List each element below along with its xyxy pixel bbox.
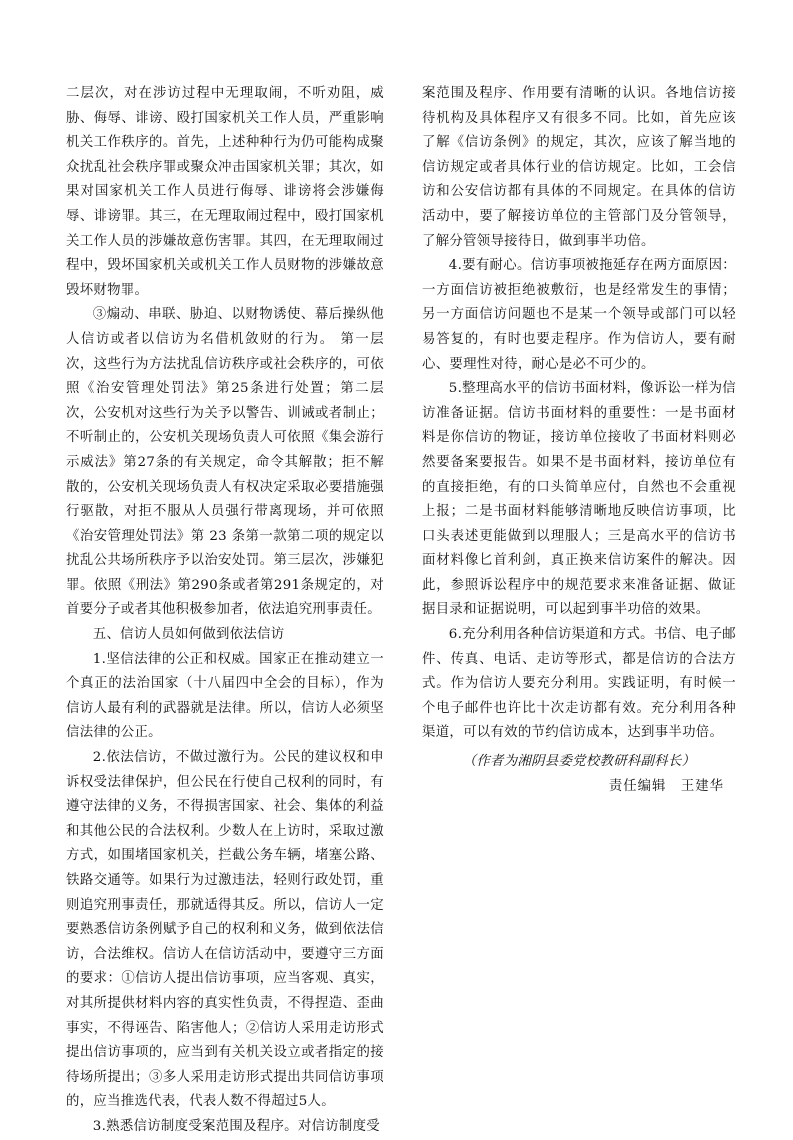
- paragraph: 3.熟悉信访制度受案范围及程序。对信访制度受: [92, 1118, 380, 1134]
- paragraph: 5.整理高水平的信访书面材料，像诉讼一样为信访准备证据。信访书面材料的重要性：一是书面材料是你信访的物证，接访单位接收了书面材料则必然要备案要报告。如果不是书面材料，接访单位有的直接拒绝，有的口头简单应付，自然也不会重视上报；二是书面材料能够清晰地反映信访事项，比口头表述更能做到以理服人；三是高水平的信访书面材料像匕首利剑，真正换来信访案件的解决。因此，参照诉讼程序中的规范要求来准备证据、做证据目录和证据说明，可以起到事半功倍的效果。: [422, 381, 736, 618]
- paragraph: 6.充分利用各种信访渠道和方式。书信、电子邮件、传真、电话、走访等形式，都是信访的合法方式。作为信访人要充分利用。实践证明，有时候一个电子邮件也许比十次走访都有效。充分利用各种渠道，可以有效的节约信访成本，达到事半功倍。: [422, 627, 736, 741]
- section-heading: 五、信访人员如何做到依法信访: [92, 627, 285, 643]
- paragraph: 2.依法信访，不做过激行为。公民的建议权和申诉权受法律保护，但公民在行使自己权利的同时，有遵守法律的义务，不得损害国家、社会、集体的利益和其他公民的合法权利。少数人在上访时，采取过激方式，如围堵国家机关，拦截公务车辆，堵塞公路、铁路交通等。如果行为过激违法，轻则行政处罚，重则追究刑事责任，那就适得其反。所以，信访人一定要熟悉信访条例赋予自己的权利和义务，做到依法信访，合法维权。信访人在信访活动中，要遵守三方面的要求：①信访人提出信访事项，应当客观、真实，对其所提供材料内容的真实性负责，不得捏造、歪曲事实，不得诬告、陷害他人；②信访人采用走访形式提出信访事项的，应当到有关机关设立或者指定的接待场所提出；③多人采用走访形式提出共同信访事项的，应当推选代表，代表人数不得超过5人。: [66, 750, 384, 1110]
- paragraph: 案范围及程序、作用要有清晰的认识。各地信访接待机构及具体程序又有很多不同。比如，首先应该了解《信访条例》的规定，其次，应该了解当地的信访规定或者具体行业的信访规定。比如，工会信访和公安信访都有具体的不同规定。在具体的信访活动中，要了解接访单位的主管部门及分管领导，了解分管领导接待日，做到事半功倍。: [422, 86, 736, 249]
- paragraph: 1.坚信法律的公正和权威。国家正在推动建立一个真正的法治国家（十八届四中全会的目标），作为信访人最有利的武器就是法律。所以，信访人必须坚信法律的公正。: [66, 651, 384, 741]
- paragraph: 二层次，对在涉访过程中无理取闹，不听劝阻，威胁、侮辱、诽谤、殴打国家机关工作人员，严重影响机关工作秩序的。首先，上述种种行为仍可能构成聚众扰乱社会秩序罪或聚众冲击国家机关罪；其次，如果对国家机关工作人员进行侮辱、诽谤将会涉嫌侮辱、诽谤罪。其三，在无理取闹过程中，殴打国家机关工作人员的涉嫌故意伤害罪。其四，在无理取闹过程中，毁坏国家机关或机关工作人员财物的涉嫌故意毁坏财物罪。: [66, 86, 384, 298]
- paragraph: 4.要有耐心。信访事项被拖延存在两方面原因：一方面信访被拒绝被敷衍，也是经常发生的事情；另一方面信访问题也不是某一个领导或部门可以轻易答复的，有时也要走程序。作为信访人，要有耐心、要理性对待，耐心是必不可少的。: [422, 258, 736, 372]
- paragraph: ③煽动、串联、胁迫、以财物诱使、幕后操纵他人信访或者以信访为名借机敛财的行为。 第一层次，这些行为方法扰乱信访秩序或社会秩序的，可依照《治安管理处罚法》第25条进行处置；第二层次，公安机对这些行为关予以警告、训诫或者制止；不听制止的，公安机关现场负责人可依照《集会游行示威法》第27条的有关规定，命令其解散；拒不解散的，公安机关现场负责人有权决定采取必要措施强行驱散，对拒不服从人员强行带离现场，并可依照《治安管理处罚法》第 23 条第一款第二项的规定以扰乱公共场所秩序予以治安处罚。第三层次，涉嫌犯罪。依照《刑法》第290条或者第291条规定的，对首要分子或者其他积极参加者，依法追究刑事责任。: [66, 307, 384, 618]
- right-column: [422, 82, 736, 799]
- author-note: （作者为湘阴县委党校教研科副科长）: [462, 754, 696, 770]
- editor-credit: 责任编辑 王建华: [608, 778, 724, 794]
- left-column: [66, 82, 384, 1140]
